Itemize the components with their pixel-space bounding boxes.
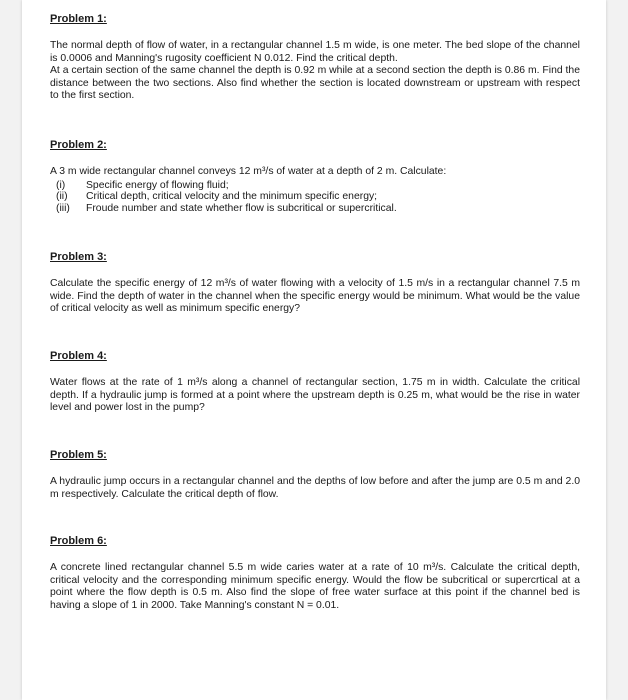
problem-title: Problem 2: xyxy=(50,139,107,151)
list-item-text: Critical depth, critical velocity and the minimum specific energy; xyxy=(86,191,378,203)
problem-title: Problem 1: xyxy=(50,13,107,25)
problem-1 xyxy=(50,13,580,103)
item-list xyxy=(50,180,580,215)
list-item xyxy=(50,180,580,192)
problem-title: Problem 3: xyxy=(50,251,107,263)
problem-text: A 3 m wide rectangular channel conveys 12 m³/s of water at a depth of 2 m. Calculate: xyxy=(50,166,447,177)
problem-title: Problem 4: xyxy=(50,350,107,362)
problem-text: A concrete lined rectangular channel 5.5 m wide caries water at a rate of 10 m³/s. Calculate the critical depth, critical velocity and the corresponding minimum specific energy. Would the flow be subcritical or supercrtical at a point where the flow depth is 0.5 m. Also find the slope of free water surface at this point if the channel bed is having a slope of 1 in 2000. Take Manning's constant N = 0.01. xyxy=(50,562,580,611)
problem-2 xyxy=(50,139,580,214)
document-page xyxy=(22,0,606,700)
problem-title: Problem 6: xyxy=(50,535,107,547)
problem-text: The normal depth of flow of water, in a rectangular channel 1.5 m wide, is one meter. The bed slope of the channel is 0.0006 and Manning's rugosity coefficient N 0.012. Find the critical depth. xyxy=(50,40,580,64)
list-item xyxy=(50,203,580,215)
problem-6 xyxy=(50,535,580,612)
problem-text: Water flows at the rate of 1 m³/s along a channel of rectangular section, 1.75 m in width. Calculate the critical depth. If a hydraulic jump is formed at a point where the upstream depth is 0.25 m, what would be the rise in water level and power lost in the pump? xyxy=(50,377,580,414)
list-item-number: (ii) xyxy=(56,191,68,203)
list-item-text: Specific energy of flowing fluid; xyxy=(86,179,229,191)
problem-title: Problem 5: xyxy=(50,449,107,461)
list-item-text: Froude number and state whether flow is subcritical or supercritical. xyxy=(86,202,397,214)
problem-text: Calculate the specific energy of 12 m³/s of water flowing with a velocity of 1.5 m/s in a rectangular channel 7.5 m wide. Find the depth of water in the channel when the specific energy would be minimum. What would be the value of critical velocity as well as minimum specific energy? xyxy=(50,278,580,315)
problem-text: At a certain section of the same channel the depth is 0.92 m while at a second section the depth is 0.86 m. Find the distance between the two sections. Also find whether the section is located downstream or upstream with respect to the first section. xyxy=(50,65,580,102)
problem-4 xyxy=(50,350,580,415)
list-item-number: (i) xyxy=(56,179,66,191)
problem-5 xyxy=(50,449,580,501)
problem-text: A hydraulic jump occurs in a rectangular channel and the depths of low before and after the jump are 0.5 m and 2.0 m respectively. Calculate the critical depth of flow. xyxy=(50,476,580,500)
list-item-number: (iii) xyxy=(56,202,70,214)
problem-3 xyxy=(50,251,580,316)
list-item xyxy=(50,191,580,203)
